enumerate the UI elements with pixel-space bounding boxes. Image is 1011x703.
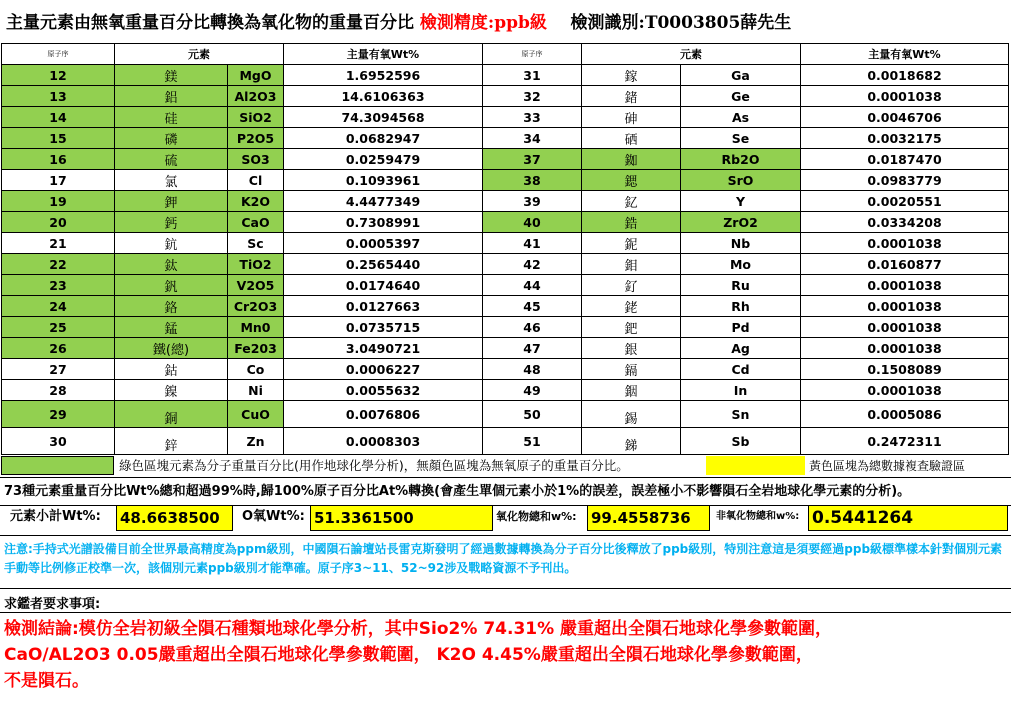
- oxide-formula: Y: [681, 191, 801, 212]
- atomic-number: 28: [2, 380, 115, 401]
- weight-percent: 0.0001038: [801, 380, 1009, 401]
- oxide-formula: Mn0: [228, 317, 284, 338]
- oxide-formula: SO3: [228, 149, 284, 170]
- element-symbol: 鋁: [115, 86, 228, 107]
- table-row: [2, 275, 1009, 296]
- header-content-left: 主量有氧Wt%: [284, 44, 483, 65]
- weight-percent: 0.2565440: [284, 254, 483, 275]
- oxygen-value: 51.3361500: [310, 505, 493, 531]
- atomic-number: 19: [2, 191, 115, 212]
- weight-percent: 4.4477349: [284, 191, 483, 212]
- element-symbol: 鈷: [115, 359, 228, 380]
- atomic-number: 34: [483, 128, 582, 149]
- oxide-formula: Sn: [681, 401, 801, 428]
- element-symbol: 銀: [582, 338, 681, 359]
- element-symbol: 鉻: [115, 296, 228, 317]
- oxide-formula: Nb: [681, 233, 801, 254]
- table-row: [2, 212, 1009, 233]
- table-row: [2, 170, 1009, 191]
- divider: [0, 535, 1011, 536]
- atomic-number: 40: [483, 212, 582, 233]
- atomic-number: 23: [2, 275, 115, 296]
- element-symbol: 砷: [582, 107, 681, 128]
- weight-percent: 0.1508089: [801, 359, 1009, 380]
- element-subtotal-label: 元素小計Wt%:: [10, 509, 101, 524]
- oxide-formula: SiO2: [228, 107, 284, 128]
- table-header: [2, 44, 1009, 65]
- atomic-number: 16: [2, 149, 115, 170]
- atomic-number: 30: [2, 428, 115, 455]
- element-symbol: 鈦: [115, 254, 228, 275]
- weight-percent: 0.2472311: [801, 428, 1009, 455]
- element-symbol: 鋅: [115, 428, 228, 455]
- element-symbol: 鎘: [582, 359, 681, 380]
- weight-percent: 0.0682947: [284, 128, 483, 149]
- element-symbol: 鉀: [115, 191, 228, 212]
- title-precision: 檢測精度:ppb級: [419, 13, 547, 33]
- oxide-formula: Sb: [681, 428, 801, 455]
- atomic-number: 33: [483, 107, 582, 128]
- oxide-formula: MgO: [228, 65, 284, 86]
- atomic-number: 32: [483, 86, 582, 107]
- requester-label: 求鑑者要求事項:: [4, 597, 101, 612]
- weight-percent: 0.0001038: [801, 233, 1009, 254]
- divider: [0, 477, 1011, 478]
- legend-yellow-text: 黃色區塊為總數據複查驗證區: [809, 459, 966, 473]
- conclusion-line: CaO/AL2O3 0.05嚴重超出全隕石地球化學參數範圍， K2O 4.45%嚴重超出全隕石地球化學參數範圍，: [4, 645, 813, 665]
- element-symbol: 氯: [115, 170, 228, 191]
- element-symbol: 鈧: [115, 233, 228, 254]
- weight-percent: 0.0005086: [801, 401, 1009, 428]
- element-symbol: 銻: [582, 428, 681, 455]
- atomic-number: 29: [2, 401, 115, 428]
- weight-percent: 0.0005397: [284, 233, 483, 254]
- oxide-formula: CuO: [228, 401, 284, 428]
- header-atomic-no-right: 原子序: [483, 44, 582, 65]
- oxide-formula: V2O5: [228, 275, 284, 296]
- element-symbol: 鈮: [582, 233, 681, 254]
- oxide-formula: CaO: [228, 212, 284, 233]
- element-symbol: 鍶: [582, 170, 681, 191]
- weight-percent: 0.0001038: [801, 296, 1009, 317]
- header-element-left: 元素: [115, 44, 284, 65]
- weight-percent: 0.0055632: [284, 380, 483, 401]
- element-symbol: 硒: [582, 128, 681, 149]
- precision-note: 注意:手持式光譜設備目前全世界最高精度為ppm級別，中國隕石論壇站長雷克斯發明了經過數據轉換為分子百分比後釋放了ppb級別，特別注意這是須要經過ppb級標準樣本針對個別元素手動等比例修正校準一次，該個別元素ppb級別才能準確。原子序3~11、52~92涉及戰略資源不予刊出。: [4, 542, 1003, 575]
- atomic-number: 12: [2, 65, 115, 86]
- weight-percent: 0.0334208: [801, 212, 1009, 233]
- element-symbol: 銣: [582, 149, 681, 170]
- element-symbol: 硅: [115, 107, 228, 128]
- weight-percent: 0.7308991: [284, 212, 483, 233]
- atomic-number: 20: [2, 212, 115, 233]
- weight-percent: 0.0735715: [284, 317, 483, 338]
- oxide-formula: K2O: [228, 191, 284, 212]
- element-symbol: 硫: [115, 149, 228, 170]
- weight-percent: 0.0160877: [801, 254, 1009, 275]
- element-symbol: 鉬: [582, 254, 681, 275]
- table-row: [2, 296, 1009, 317]
- table-row: [2, 317, 1009, 338]
- conclusion: [4, 616, 1004, 694]
- weight-percent: 0.0127663: [284, 296, 483, 317]
- weight-percent: 0.0006227: [284, 359, 483, 380]
- element-subtotal-value: 48.6638500: [116, 505, 233, 531]
- atomic-number: 50: [483, 401, 582, 428]
- oxide-formula: Sc: [228, 233, 284, 254]
- oxide-total-label: 氧化物總和w%:: [496, 510, 577, 523]
- table-row: [2, 191, 1009, 212]
- oxide-formula: Pd: [681, 317, 801, 338]
- weight-percent: 14.6106363: [284, 86, 483, 107]
- atomic-number: 46: [483, 317, 582, 338]
- weight-percent: 0.0076806: [284, 401, 483, 428]
- normalization-note: 73種元素重量百分比Wt%總和超過99%時,歸100%原子百分比At%轉換(會產生單個元素小於1%的誤差，誤差極小不影響隕石全岩地球化學元素的分析)。: [4, 484, 911, 499]
- oxide-formula: Cd: [681, 359, 801, 380]
- title-main: 主量元素由無氧重量百分比轉換為氧化物的重量百分比: [6, 13, 414, 33]
- element-symbol: 銅: [115, 401, 228, 428]
- header-content-right: 主量有氧Wt%: [801, 44, 1009, 65]
- weight-percent: 0.0259479: [284, 149, 483, 170]
- table-row: [2, 338, 1009, 359]
- oxide-formula: Ru: [681, 275, 801, 296]
- weight-percent: 0.0001038: [801, 86, 1009, 107]
- atomic-number: 15: [2, 128, 115, 149]
- conclusion-line: 不是隕石。: [4, 671, 89, 691]
- table-row: [2, 107, 1009, 128]
- oxide-formula: As: [681, 107, 801, 128]
- oxide-formula: In: [681, 380, 801, 401]
- header-element-right: 元素: [582, 44, 801, 65]
- legend-yellow-swatch: [706, 456, 805, 475]
- oxide-formula: Fe203: [228, 338, 284, 359]
- element-table: [1, 43, 1009, 455]
- oxide-formula: Ga: [681, 65, 801, 86]
- element-symbol: 鐵(總): [115, 338, 228, 359]
- table-row: [2, 359, 1009, 380]
- atomic-number: 49: [483, 380, 582, 401]
- oxide-formula: ZrO2: [681, 212, 801, 233]
- conclusion-line: 檢測結論:模仿全岩初級全隕石種類地球化學分析，其中Sio2% 74.31% 嚴重超出全隕石地球化學參數範圍，: [4, 619, 833, 639]
- element-symbol: 鈀: [582, 317, 681, 338]
- oxide-formula: Ge: [681, 86, 801, 107]
- element-symbol: 錳: [115, 317, 228, 338]
- table-row: [2, 128, 1009, 149]
- table-row: [2, 86, 1009, 107]
- atomic-number: 31: [483, 65, 582, 86]
- weight-percent: 0.0046706: [801, 107, 1009, 128]
- oxide-formula: Rh: [681, 296, 801, 317]
- atomic-number: 51: [483, 428, 582, 455]
- atomic-number: 24: [2, 296, 115, 317]
- oxide-formula: Al2O3: [228, 86, 284, 107]
- atomic-number: 44: [483, 275, 582, 296]
- oxide-formula: Rb2O: [681, 149, 801, 170]
- atomic-number: 27: [2, 359, 115, 380]
- atomic-number: 25: [2, 317, 115, 338]
- element-symbol: 釕: [582, 275, 681, 296]
- element-symbol: 錫: [582, 401, 681, 428]
- oxide-formula: Mo: [681, 254, 801, 275]
- divider: [0, 588, 1011, 589]
- table-row: [2, 380, 1009, 401]
- nonoxide-total-value: 0.5441264: [808, 505, 1008, 531]
- oxide-formula: Cr2O3: [228, 296, 284, 317]
- atomic-number: 21: [2, 233, 115, 254]
- weight-percent: 1.6952596: [284, 65, 483, 86]
- report-title: [6, 6, 791, 40]
- atomic-number: 47: [483, 338, 582, 359]
- weight-percent: 0.0174640: [284, 275, 483, 296]
- element-symbol: 銦: [582, 380, 681, 401]
- atomic-number: 22: [2, 254, 115, 275]
- oxide-formula: P2O5: [228, 128, 284, 149]
- table-row: [2, 254, 1009, 275]
- header-atomic-no-left: 原子序: [2, 44, 115, 65]
- element-symbol: 銠: [582, 296, 681, 317]
- oxygen-label: O氧Wt%:: [242, 509, 305, 524]
- weight-percent: 0.0187470: [801, 149, 1009, 170]
- element-symbol: 鋯: [582, 212, 681, 233]
- oxide-formula: Co: [228, 359, 284, 380]
- atomic-number: 42: [483, 254, 582, 275]
- oxide-formula: SrO: [681, 170, 801, 191]
- oxide-formula: Ni: [228, 380, 284, 401]
- oxide-formula: TiO2: [228, 254, 284, 275]
- atomic-number: 13: [2, 86, 115, 107]
- weight-percent: 74.3094568: [284, 107, 483, 128]
- element-symbol: 鈣: [115, 212, 228, 233]
- legend-green-swatch: [1, 456, 114, 475]
- atomic-number: 39: [483, 191, 582, 212]
- oxide-formula: Se: [681, 128, 801, 149]
- weight-percent: 0.0018682: [801, 65, 1009, 86]
- legend-green-text: 綠色區塊元素為分子重量百分比(用作地球化學分析)，無顏色區塊為無氧原子的重量百分比。: [119, 458, 629, 473]
- atomic-number: 41: [483, 233, 582, 254]
- element-symbol: 磷: [115, 128, 228, 149]
- weight-percent: 0.0001038: [801, 338, 1009, 359]
- table-row: [2, 149, 1009, 170]
- element-symbol: 鎳: [115, 380, 228, 401]
- atomic-number: 45: [483, 296, 582, 317]
- table-row: [2, 233, 1009, 254]
- element-symbol: 釩: [115, 275, 228, 296]
- atomic-number: 38: [483, 170, 582, 191]
- oxide-formula: Cl: [228, 170, 284, 191]
- element-symbol: 鎂: [115, 65, 228, 86]
- atomic-number: 14: [2, 107, 115, 128]
- weight-percent: 0.1093961: [284, 170, 483, 191]
- weight-percent: 0.0008303: [284, 428, 483, 455]
- table-row: [2, 401, 1009, 428]
- legend-row: [1, 456, 1010, 476]
- title-id: 檢測識別:T0003805薛先生: [570, 13, 792, 33]
- weight-percent: 3.0490721: [284, 338, 483, 359]
- oxide-formula: Zn: [228, 428, 284, 455]
- weight-percent: 0.0020551: [801, 191, 1009, 212]
- atomic-number: 37: [483, 149, 582, 170]
- element-symbol: 釔: [582, 191, 681, 212]
- nonoxide-total-label: 非氧化物總和w%:: [716, 511, 800, 522]
- table-row: [2, 65, 1009, 86]
- atomic-number: 17: [2, 170, 115, 191]
- oxide-formula: Ag: [681, 338, 801, 359]
- weight-percent: 0.0032175: [801, 128, 1009, 149]
- atomic-number: 48: [483, 359, 582, 380]
- element-symbol: 鎵: [582, 65, 681, 86]
- weight-percent: 0.0001038: [801, 275, 1009, 296]
- element-symbol: 鍺: [582, 86, 681, 107]
- divider: [0, 612, 1011, 613]
- oxide-total-value: 99.4558736: [587, 505, 710, 531]
- weight-percent: 0.0001038: [801, 317, 1009, 338]
- table-row: [2, 428, 1009, 455]
- weight-percent: 0.0983779: [801, 170, 1009, 191]
- atomic-number: 26: [2, 338, 115, 359]
